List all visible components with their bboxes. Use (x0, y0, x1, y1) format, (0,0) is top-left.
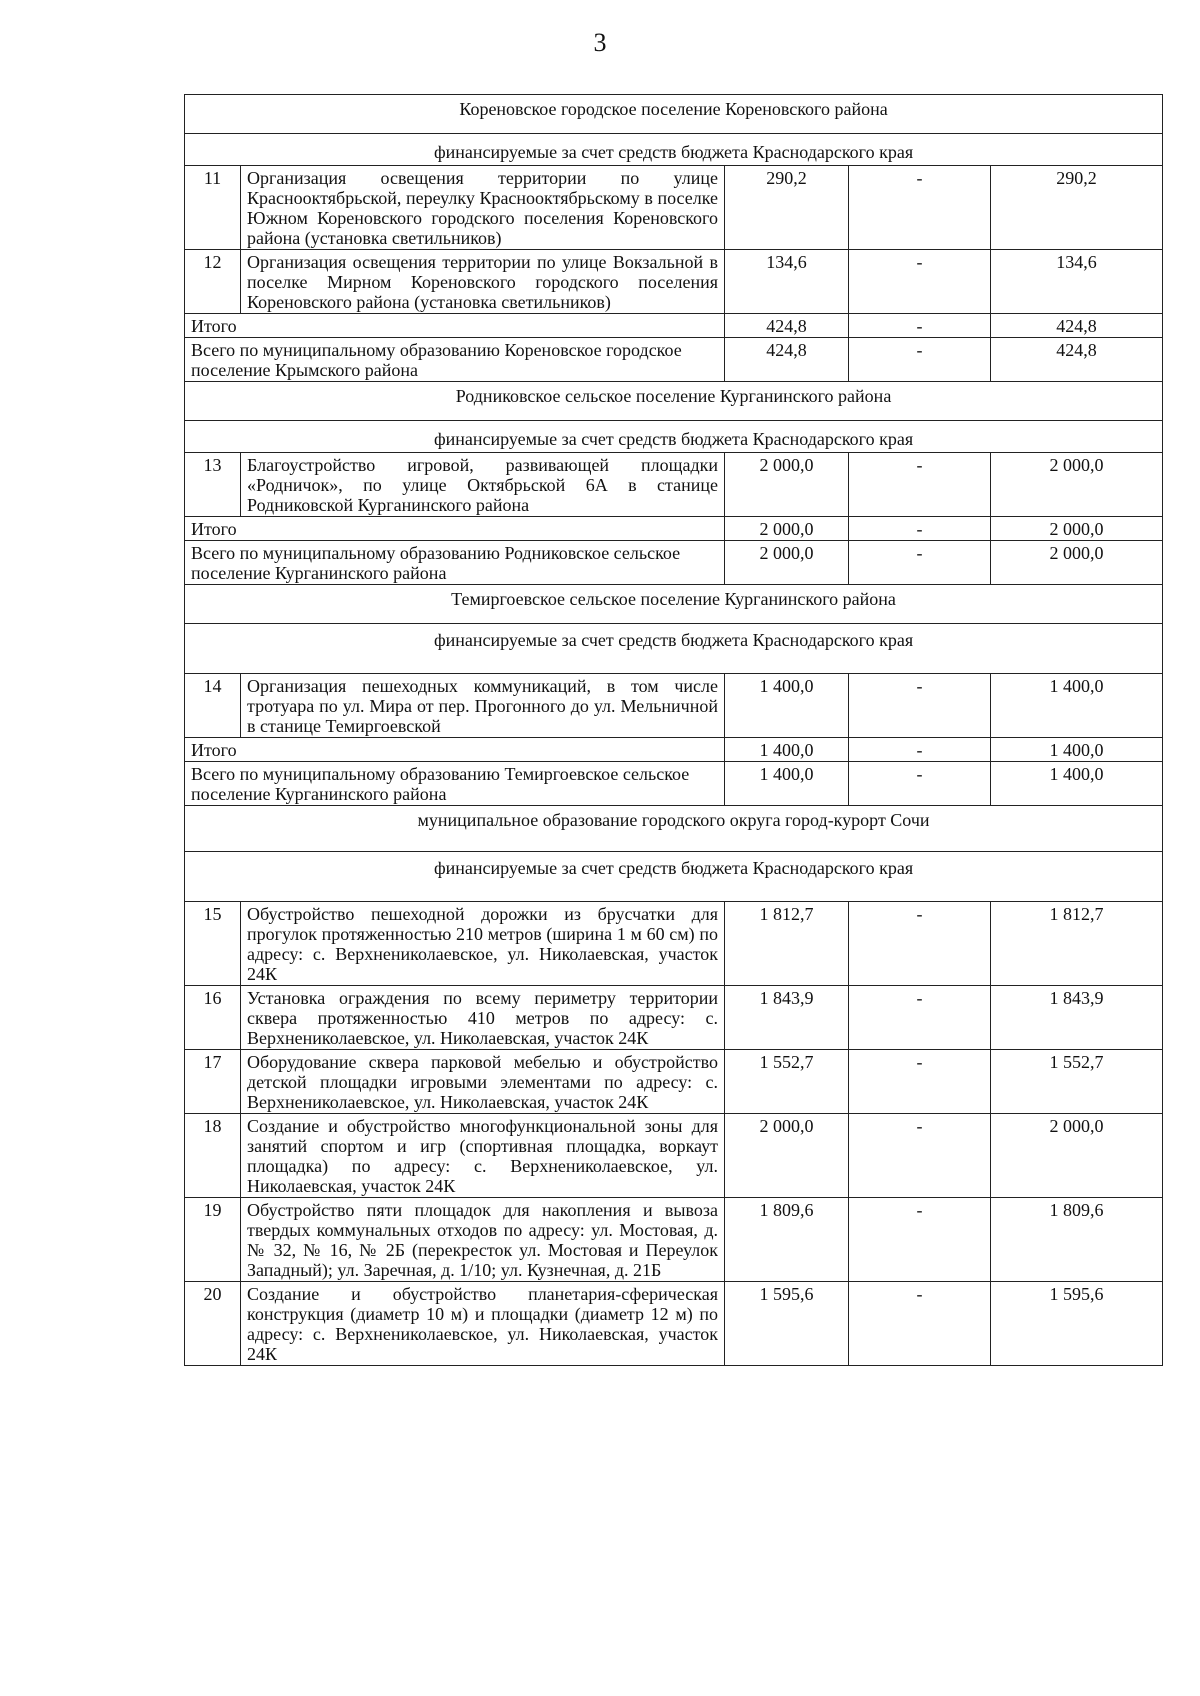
item-number: 12 (185, 250, 241, 314)
item-total: 1 809,6 (991, 1198, 1163, 1282)
item-description: Обустройство пешеходной дорожки из брусчатки для прогулок протяженностью 210 метров (ширина 1 м 60 см) по адресу: с. Верхнениколаевское, ул. Николаевская, участок 24К (241, 902, 725, 986)
vsego-row (185, 338, 1163, 382)
itogo-dash: - (849, 517, 991, 541)
item-dash: - (849, 1050, 991, 1114)
item-number: 19 (185, 1198, 241, 1282)
item-dash: - (849, 250, 991, 314)
item-total: 1 843,9 (991, 986, 1163, 1050)
funding-source: финансируемые за счет средств бюджета Краснодарского края (185, 421, 1163, 453)
item-description: Организация пешеходных коммуникаций, в том числе тротуара по ул. Мира от пер. Прогонного до ул. Мельничной в станице Темиргоевской (241, 674, 725, 738)
table-row (185, 250, 1163, 314)
table-row (185, 986, 1163, 1050)
itogo-label: Итого (185, 738, 725, 762)
item-dash: - (849, 674, 991, 738)
itogo-row (185, 738, 1163, 762)
vsego-amount: 2 000,0 (725, 541, 849, 585)
section-header-row (185, 95, 1163, 134)
vsego-row (185, 762, 1163, 806)
funding-row (185, 852, 1163, 902)
itogo-dash: - (849, 738, 991, 762)
itogo-row (185, 517, 1163, 541)
itogo-amount: 1 400,0 (725, 738, 849, 762)
item-amount: 1 843,9 (725, 986, 849, 1050)
item-description: Организация освещения территории по улице Вокзальной в поселке Мирном Кореновского городского поселения Кореновского района (установка светильников) (241, 250, 725, 314)
item-dash: - (849, 1198, 991, 1282)
page-number: 3 (593, 28, 607, 57)
item-dash: - (849, 453, 991, 517)
item-number: 20 (185, 1282, 241, 1366)
vsego-label: Всего по муниципальному образованию Темиргоевское сельское поселение Курганинского района (185, 762, 725, 806)
vsego-amount: 1 400,0 (725, 762, 849, 806)
vsego-label: Всего по муниципальному образованию Кореновское городское поселение Крымского района (185, 338, 725, 382)
vsego-label: Всего по муниципальному образованию Родниковское сельское поселение Курганинского района (185, 541, 725, 585)
item-number: 13 (185, 453, 241, 517)
item-amount: 1 595,6 (725, 1282, 849, 1366)
itogo-total: 424,8 (991, 314, 1163, 338)
itogo-amount: 424,8 (725, 314, 849, 338)
item-description: Установка ограждения по всему периметру территории сквера протяженностью 410 метров по адресу: с. Верхнениколаевское, ул. Николаевская, участок 24К (241, 986, 725, 1050)
itogo-total: 2 000,0 (991, 517, 1163, 541)
item-description: Обустройство пяти площадок для накопления и вывоза твердых коммунальных отходов по адресу: ул. Мостовая, д. № 32, № 16, № 2Б (перекресток ул. Мостовая и Переулок Западный); ул. Заречная, д. 1/10; ул. Кузнечная, д. 21Б (241, 1198, 725, 1282)
funding-source: финансируемые за счет средств бюджета Краснодарского края (185, 852, 1163, 902)
table-row (185, 674, 1163, 738)
item-number: 16 (185, 986, 241, 1050)
item-description: Создание и обустройство планетария-сферическая конструкция (диаметр 10 м) и площадки (диаметр 12 м) по адресу: с. Верхнениколаевское, ул. Николаевская, участок 24К (241, 1282, 725, 1366)
item-total: 1 595,6 (991, 1282, 1163, 1366)
item-dash: - (849, 1114, 991, 1198)
itogo-amount: 2 000,0 (725, 517, 849, 541)
vsego-row (185, 541, 1163, 585)
item-dash: - (849, 1282, 991, 1366)
item-description: Организация освещения территории по улице Краснооктябрьской, переулку Краснооктябрьскому в поселке Южном Кореновского городского поселения Кореновского района (установка светильников) (241, 166, 725, 250)
item-amount: 1 809,6 (725, 1198, 849, 1282)
funding-row (185, 421, 1163, 453)
section-header-row (185, 585, 1163, 624)
vsego-total: 2 000,0 (991, 541, 1163, 585)
item-number: 14 (185, 674, 241, 738)
table-row (185, 902, 1163, 986)
item-dash: - (849, 986, 991, 1050)
item-total: 2 000,0 (991, 453, 1163, 517)
vsego-dash: - (849, 762, 991, 806)
section-header-row (185, 806, 1163, 852)
item-amount: 290,2 (725, 166, 849, 250)
table-row (185, 1114, 1163, 1198)
table-row (185, 1050, 1163, 1114)
item-number: 17 (185, 1050, 241, 1114)
table-row (185, 166, 1163, 250)
item-amount: 2 000,0 (725, 1114, 849, 1198)
item-description: Оборудование сквера парковой мебелью и обустройство детской площадки игровыми элементами по адресу: с. Верхнениколаевское, ул. Николаевская, участок 24К (241, 1050, 725, 1114)
municipality-title: муниципальное образование городского округа город-курорт Сочи (185, 806, 1163, 852)
vsego-total: 1 400,0 (991, 762, 1163, 806)
itogo-total: 1 400,0 (991, 738, 1163, 762)
municipality-title: Темиргоевское сельское поселение Курганинского района (185, 585, 1163, 624)
item-total: 1 400,0 (991, 674, 1163, 738)
section-header-row (185, 382, 1163, 421)
table-row (185, 453, 1163, 517)
funding-source: финансируемые за счет средств бюджета Краснодарского края (185, 624, 1163, 674)
item-number: 15 (185, 902, 241, 986)
itogo-label: Итого (185, 517, 725, 541)
itogo-label: Итого (185, 314, 725, 338)
vsego-amount: 424,8 (725, 338, 849, 382)
funding-row (185, 624, 1163, 674)
item-total: 2 000,0 (991, 1114, 1163, 1198)
item-amount: 134,6 (725, 250, 849, 314)
municipality-title: Родниковское сельское поселение Курганинского района (185, 382, 1163, 421)
item-total: 1 812,7 (991, 902, 1163, 986)
funding-row (185, 134, 1163, 166)
item-description: Благоустройство игровой, развивающей площадки «Родничок», по улице Октябрьской 6А в станице Родниковской Курганинского района (241, 453, 725, 517)
item-total: 290,2 (991, 166, 1163, 250)
item-dash: - (849, 166, 991, 250)
itogo-dash: - (849, 314, 991, 338)
table-row (185, 1282, 1163, 1366)
budget-table (184, 94, 1163, 1366)
item-amount: 1 552,7 (725, 1050, 849, 1114)
vsego-total: 424,8 (991, 338, 1163, 382)
item-amount: 1 400,0 (725, 674, 849, 738)
item-total: 134,6 (991, 250, 1163, 314)
item-dash: - (849, 902, 991, 986)
item-number: 18 (185, 1114, 241, 1198)
item-number: 11 (185, 166, 241, 250)
vsego-dash: - (849, 338, 991, 382)
itogo-row (185, 314, 1163, 338)
vsego-dash: - (849, 541, 991, 585)
item-amount: 2 000,0 (725, 453, 849, 517)
item-amount: 1 812,7 (725, 902, 849, 986)
table-row (185, 1198, 1163, 1282)
item-total: 1 552,7 (991, 1050, 1163, 1114)
funding-source: финансируемые за счет средств бюджета Краснодарского края (185, 134, 1163, 166)
municipality-title: Кореновское городское поселение Кореновского района (185, 95, 1163, 134)
item-description: Создание и обустройство многофункциональной зоны для занятий спортом и игр (спортивная площадка, воркаут площадка) по адресу: с. Верхнениколаевское, ул. Николаевская, участок 24К (241, 1114, 725, 1198)
